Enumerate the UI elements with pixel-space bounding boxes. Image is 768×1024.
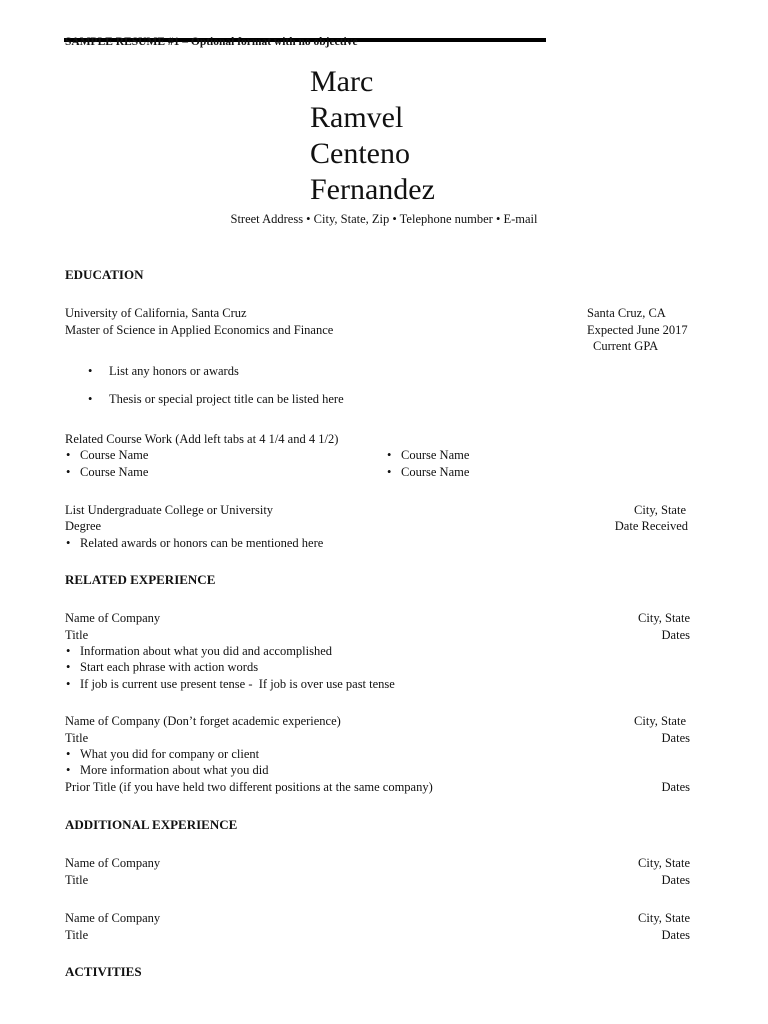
school-name: University of California, Santa Cruz	[65, 306, 247, 320]
prior-dates: Dates	[661, 780, 690, 794]
current-gpa: Current GPA	[593, 339, 659, 353]
section-heading-education: EDUCATION	[65, 267, 144, 282]
bullet-icon: •	[66, 536, 71, 550]
section-heading-activities: ACTIVITIES	[65, 964, 142, 979]
course-item: • Course Name	[66, 448, 149, 462]
sample-banner: SAMPLE RESUME #1 – Optional format with no objective	[65, 36, 358, 48]
bullet-icon: •	[387, 448, 392, 462]
job-bullet: • Information about what you did and accomplished	[66, 644, 333, 658]
section-heading-additional-experience: ADDITIONAL EXPERIENCE	[65, 817, 238, 832]
degree: Master of Science in Applied Economics and Finance	[65, 323, 334, 337]
company-name: Name of Company (Don’t forget academic experience)	[65, 714, 341, 728]
full-name	[310, 64, 435, 208]
undergrad-location: City, State	[634, 503, 686, 517]
honor-item: • List any honors or awards	[88, 364, 239, 378]
expected-date: Expected June 2017	[587, 323, 688, 337]
school-location: Santa Cruz, CA	[587, 306, 666, 320]
prior-title: Prior Title (if you have held two different positions at the same company)	[65, 780, 433, 794]
coursework-label: Related Course Work (Add left tabs at 4 1/4 and 4 1/2)	[65, 432, 339, 446]
company-name: Name of Company	[65, 911, 161, 925]
job-dates: Dates	[661, 873, 690, 887]
job-bullet: • If job is current use present tense - If job is over use past tense	[66, 677, 395, 691]
bullet-icon: •	[66, 677, 71, 691]
name-line: Fernandez	[310, 173, 435, 206]
bullet-icon: •	[66, 644, 71, 658]
section-heading-related-experience: RELATED EXPERIENCE	[65, 572, 216, 587]
contact-line: Street Address • City, State, Zip • Telephone number • E-mail	[230, 212, 538, 226]
course-item: • Course Name	[66, 465, 149, 479]
bullet-icon: •	[387, 465, 392, 479]
name-line: Ramvel	[310, 101, 404, 134]
job-title: Title	[65, 928, 89, 942]
bullet-icon: •	[66, 660, 71, 674]
job-bullet: • Start each phrase with action words	[66, 660, 259, 674]
bullet-icon: •	[66, 747, 71, 761]
course-item: • Course Name	[387, 448, 470, 462]
undergrad-school: List Undergraduate College or University	[65, 503, 274, 517]
job-bullet: • What you did for company or client	[66, 747, 260, 761]
bullet-icon: •	[88, 392, 93, 406]
job-title: Title	[65, 731, 89, 745]
bullet-icon: •	[88, 364, 93, 378]
bullet-icon: •	[66, 763, 71, 777]
job-dates: Dates	[661, 628, 690, 642]
name-line: Centeno	[310, 137, 410, 170]
company-location: City, State	[638, 911, 690, 925]
honor-item: • Thesis or special project title can be listed here	[88, 392, 344, 406]
job-dates: Dates	[661, 928, 690, 942]
job-title: Title	[65, 873, 89, 887]
job-dates: Dates	[661, 731, 690, 745]
undergrad-degree: Degree	[65, 519, 102, 533]
job-title: Title	[65, 628, 89, 642]
company-location: City, State	[638, 611, 690, 625]
company-name: Name of Company	[65, 856, 161, 870]
company-location: City, State	[638, 856, 690, 870]
company-location: City, State	[634, 714, 686, 728]
course-item: • Course Name	[387, 465, 470, 479]
company-name: Name of Company	[65, 611, 161, 625]
bullet-icon: •	[66, 448, 71, 462]
undergrad-date: Date Received	[614, 519, 688, 533]
name-line: Marc	[310, 65, 374, 98]
bullet-icon: •	[66, 465, 71, 479]
undergrad-note: • Related awards or honors can be mentioned here	[66, 536, 324, 550]
job-bullet: • More information about what you did	[66, 763, 269, 777]
